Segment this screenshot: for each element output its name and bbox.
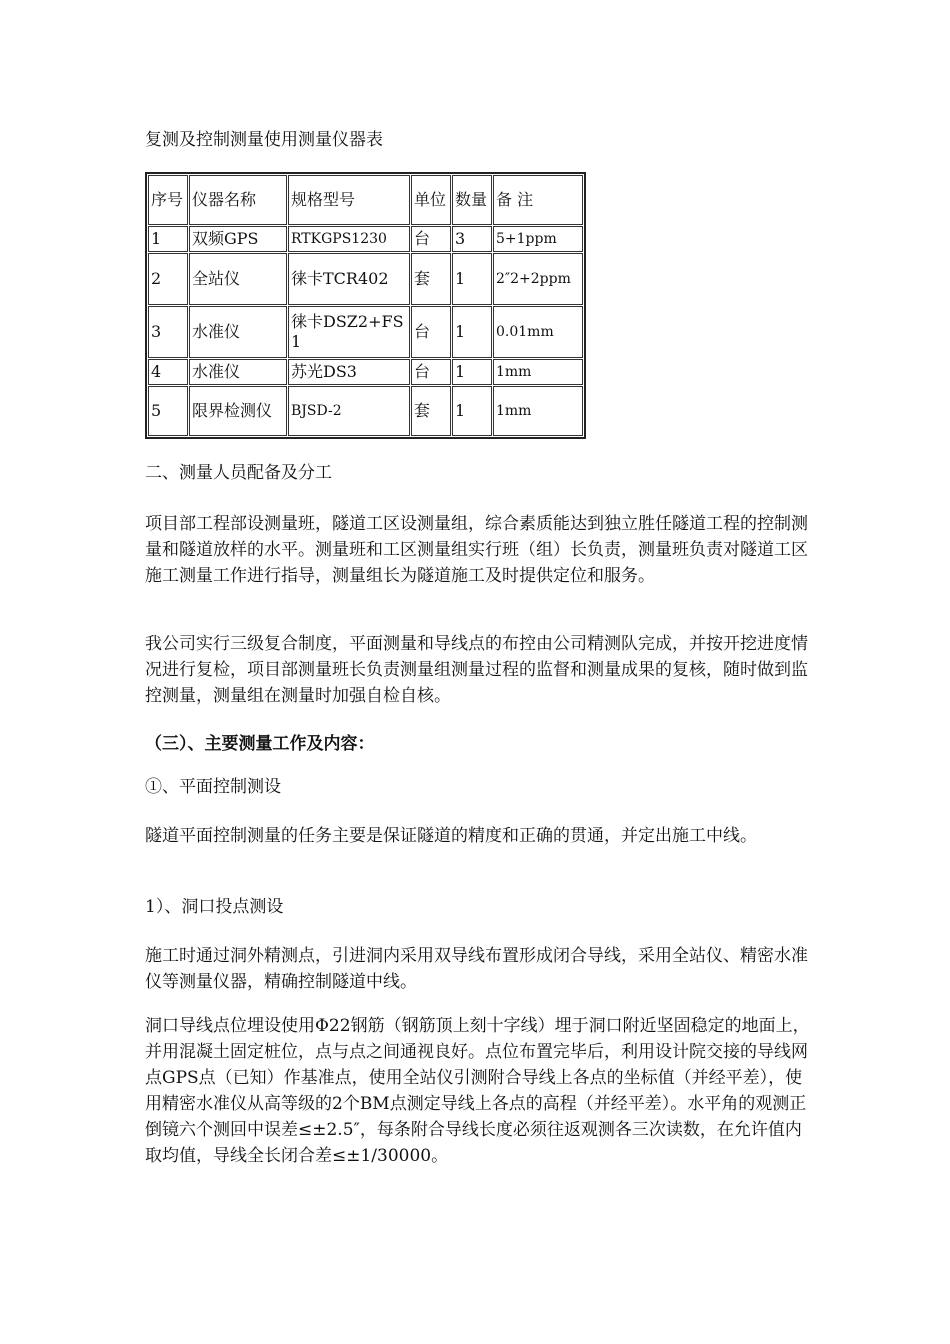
table-cell: 1	[452, 306, 492, 358]
table-row	[148, 226, 583, 252]
table-row	[148, 253, 583, 305]
table-cell: 水准仪	[189, 359, 287, 385]
section2-heading: 二、测量人员配备及分工	[145, 463, 332, 483]
table-cell: 台	[411, 226, 451, 252]
table-cell: 5	[148, 386, 188, 436]
table-cell: 3	[452, 226, 492, 252]
header-cell-model: 规格型号	[288, 175, 410, 225]
sub1-heading: 1）、洞口投点测设	[145, 897, 284, 917]
table-cell: 1	[148, 226, 188, 252]
section3-heading: （三）、主要测量工作及内容：	[145, 734, 375, 754]
sub1-paragraph-2: 洞口导线点位埋设使用Φ22钢筋（钢筋顶上刻十字线）埋于洞口附近坚固稳定的地面上，并用混凝土固定桩位，点与点之间通视良好。点位布置完毕后，利用设计院交接的导线网点GPS点（已知）作基准点，使用全站仪引测附合导线上各点的坐标值（并经平差），使用精密水准仪从高等级的2个BM点测定导线上各点的高程（并经平差）。水平角的观测正倒镜六个测回中误差≤±2.5″，每条附合导线长度必须往返观测各三次读数，在允许值内取均值，导线全长闭合差≤±1/30000。	[145, 1016, 810, 1166]
table-cell: BJSD-2	[288, 386, 410, 436]
header-cell-quantity: 数量	[452, 175, 492, 225]
sub1-paragraph-1: 施工时通过洞外精测点，引进洞内采用双导线布置形成闭合导线，采用全站仪、精密水准仪等测量仪器，精确控制隧道中线。	[145, 946, 808, 992]
table-cell: 台	[411, 306, 451, 358]
header-cell-index: 序号	[148, 175, 188, 225]
table-cell: 徕卡DSZ2+FS1	[288, 306, 410, 358]
header-cell-unit: 单位	[411, 175, 451, 225]
table-row	[148, 306, 583, 358]
table-cell: 苏光DS3	[288, 359, 410, 385]
table-cell: RTKGPS1230	[288, 226, 410, 252]
table-cell: 4	[148, 359, 188, 385]
table-header-row	[148, 175, 583, 225]
table-cell: 限界检测仪	[189, 386, 287, 436]
table-cell: 全站仪	[189, 253, 287, 305]
table-row	[148, 359, 583, 385]
table-cell: 0.01mm	[493, 306, 583, 358]
table-cell: 1	[452, 359, 492, 385]
table-cell: 1mm	[493, 359, 583, 385]
section2-paragraph-2: 我公司实行三级复合制度，平面测量和导线点的布控由公司精测队完成，并按开挖进度情况进行复检，项目部测量班长负责测量组测量过程的监督和测量成果的复核，随时做到监控测量，测量组在测量时加强自检自核。	[145, 634, 808, 706]
table-cell: 5+1ppm	[493, 226, 583, 252]
item1-heading: ①、平面控制测设	[145, 777, 281, 797]
instrument-table	[145, 172, 586, 439]
table-cell: 1	[452, 386, 492, 436]
table-cell: 套	[411, 253, 451, 305]
table-title: 复测及控制测量使用测量仪器表	[145, 130, 383, 150]
table-cell: 2	[148, 253, 188, 305]
table-cell: 2″2+2ppm	[493, 253, 583, 305]
header-cell-name: 仪器名称	[189, 175, 287, 225]
table-cell: 徕卡TCR402	[288, 253, 410, 305]
section2-paragraph-1: 项目部工程部设测量班，隧道工区设测量组，综合素质能达到独立胜任隧道工程的控制测量和隧道放样的水平。测量班和工区测量组实行班（组）长负责，测量班负责对隧道工区施工测量工作进行指导，测量组长为隧道施工及时提供定位和服务。	[145, 514, 808, 586]
table-cell: 台	[411, 359, 451, 385]
table-row	[148, 386, 583, 436]
table-cell: 水准仪	[189, 306, 287, 358]
table-cell: 3	[148, 306, 188, 358]
table-cell: 1	[452, 253, 492, 305]
table-cell: 双频GPS	[189, 226, 287, 252]
header-cell-remark: 备 注	[493, 175, 583, 225]
item1-paragraph: 隧道平面控制测量的任务主要是保证隧道的精度和正确的贯通，并定出施工中线。	[145, 826, 757, 846]
table-cell: 套	[411, 386, 451, 436]
table-cell: 1mm	[493, 386, 583, 436]
